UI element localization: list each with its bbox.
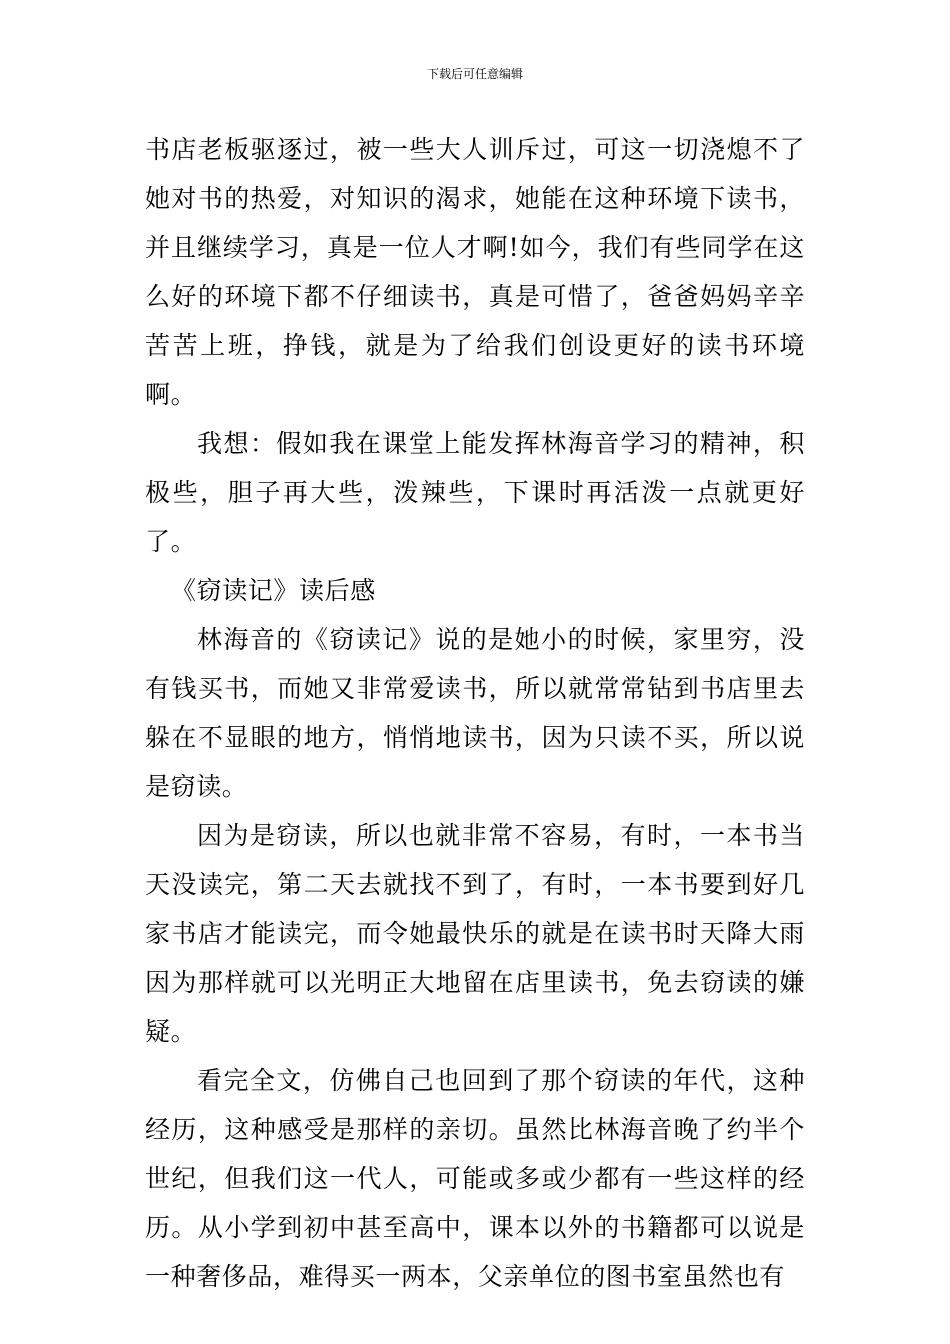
paragraph-reflection: 我想：假如我在课堂上能发挥林海音学习的精神，积极些，胆子再大些，泼辣些，下课时再活泼一点就更好了。 [145,429,805,556]
document-body [145,125,805,1301]
paragraph-summary: 林海音的《窃读记》说的是她小的时候，家里穷，没有钱买书，而她又非常爱读书，所以就常常钻到书店里去躲在不显眼的地方，悄悄地读书，因为只读不买，所以说是窃读。 [145,625,805,801]
essay-title: 《窃读记》读后感 [171,576,376,605]
paragraph-difficulty: 因为是窃读，所以也就非常不容易，有时，一本书当天没读完，第二天去就找不到了，有时，一本书要到好几家书店才能读完，而令她最快乐的就是在读书时天降大雨因为那样就可以光明正大地留在店里读书，免去窃读的嫌疑。 [145,821,805,1046]
paragraph-personal: 看完全文，仿佛自己也回到了那个窃读的年代，这种经历，这种感受是那样的亲切。虽然比林海音晚了约半个世纪，但我们这一代人，可能或多或少都有一些这样的经历。从小学到初中甚至高中，课本以外的书籍都可以说是一种奢侈品，难得买一两本，父亲单位的图书室虽然也有 [145,1066,805,1291]
paragraph-continuation: 书店老板驱逐过，被一些大人训斥过，可这一切浇熄不了她对书的热爱，对知识的渴求，她能在这种环境下读书，并且继续学习，真是一位人才啊!如今，我们有些同学在这么好的环境下都不仔细读书，真是可惜了，爸爸妈妈辛辛苦苦上班，挣钱，就是为了给我们创设更好的读书环境啊。 [145,135,805,409]
page-header-note: 下载后可任意编辑 [426,67,523,81]
